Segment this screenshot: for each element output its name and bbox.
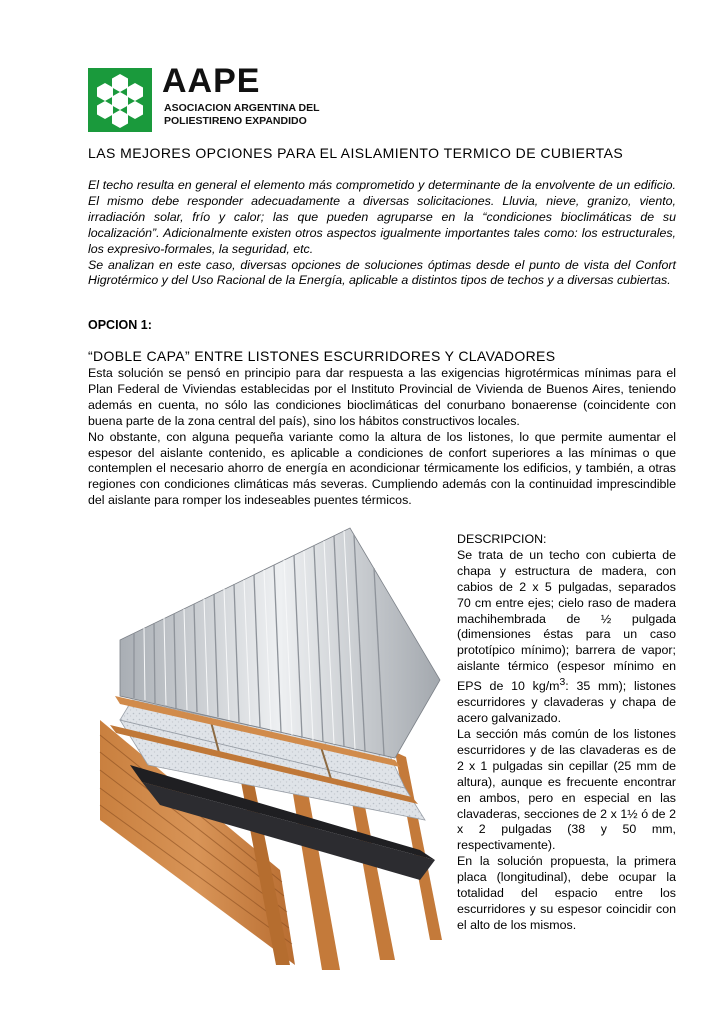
intro-paragraph-1: El techo resulta en general el elemento más comprometido y determinante de la envolvente de un edificio. El mismo debe responder adecuadamente a diversas solicitaciones. Lluvia, nieve, granizo, viento, irradiación solar, frío y calor; las que pueden agruparse en la “condiciones bioclimáticas de su localización”. Adicionalmente existen otros aspectos igualmente importantes tales como: los estructurales, los expresivo-formales, la seguridad, etc. — [88, 178, 676, 256]
body-paragraph-1: Esta solución se pensó en principio para dar respuesta a las exigencias higrotérmicas mínimas para el Plan Federal de Viviendas establecidas por el Instituto Provincial de Vivienda de Buenos Aires, teniendo además en cuenta, no sólo las condiciones bioclimáticas del conurbano bonaerense (coincidente con buena parte de la zona central del país), sino los hábitos constructivos locales. — [88, 366, 676, 428]
logo-subtitle-line2: POLIESTIRENO EXPANDIDO — [164, 115, 307, 127]
hexagon-logo-icon — [88, 68, 152, 132]
option-body — [88, 366, 676, 509]
option-title: “DOBLE CAPA” ENTRE LISTONES ESCURRIDORES Y CLAVADORES — [88, 348, 556, 364]
description-p1-text: Se trata de un techo con cubierta de chapa y estructura de madera, con cabios de 2 x 5 pulgadas, separados 70 cm entre ejes; cielo raso de madera machihembrada de ½ pulgada (dimensiones éstas para un caso prototípico mínimo); barrera de vapor; aislante térmico (espesor mínimo en EPS de 10 kg/m — [457, 547, 676, 694]
intro-section — [88, 178, 676, 289]
roof-section-illustration — [90, 520, 452, 970]
logo-name: AAPE — [162, 62, 261, 100]
body-paragraph-2: No obstante, con alguna pequeña variante como la altura de los listones, lo que permite aumentar el espesor del aislante contenido, es aplicable a condiciones de confort superiores a las mínimas o que contemplen el necesario ahorro de energía en acondicionar térmicamente los edificios, y también, a otras regiones con condiciones climáticas más severas. Cumpliendo además con la continuidad imprescindible del aislante para romper los indeseables puentes térmicos. — [88, 429, 676, 508]
intro-paragraph-2: Se analizan en este caso, diversas opciones de soluciones óptimas desde el punto de vista del Confort Higrotérmico y del Uso Racional de la Energía, aplicable a distintos tipos de techos y a diversas cubiertas. — [88, 257, 676, 288]
description-p1-text-end: : 35 mm); listones escurridores y clavaderas y chapa de acero galvanizado. — [457, 679, 676, 726]
description-paragraph-1 — [457, 548, 676, 727]
logo-subtitle-line1: ASOCIACION ARGENTINA DEL — [164, 102, 320, 114]
logo-subtitle — [164, 102, 320, 128]
page-title: LAS MEJORES OPCIONES PARA EL AISLAMIENTO TERMICO DE CUBIERTAS — [88, 145, 624, 161]
description-p1-superscript: 3 — [559, 677, 566, 689]
description-paragraph-2: La sección más común de los listones escurridores y de las clavaderas es de 2 x 1 pulgadas sin cepillar (25 mm de altura), aunque es frecuente encontrar en ambos, pero en especial en las clavaderas, secciones de 2 x 1½ ó de 2 x 2 pulgadas (38 y 50 mm, respectivamente). — [457, 727, 676, 853]
option-label: OPCION 1: — [88, 318, 152, 332]
description-column — [457, 532, 676, 934]
description-heading: DESCRIPCION: — [457, 532, 547, 546]
aape-logo — [88, 62, 320, 136]
description-paragraph-3: En la solución propuesta, la primera placa (longitudinal), debe ocupar la totalidad del espacio entre los escurridores y su espesor coincidir con el alto de los mismos. — [457, 854, 676, 932]
